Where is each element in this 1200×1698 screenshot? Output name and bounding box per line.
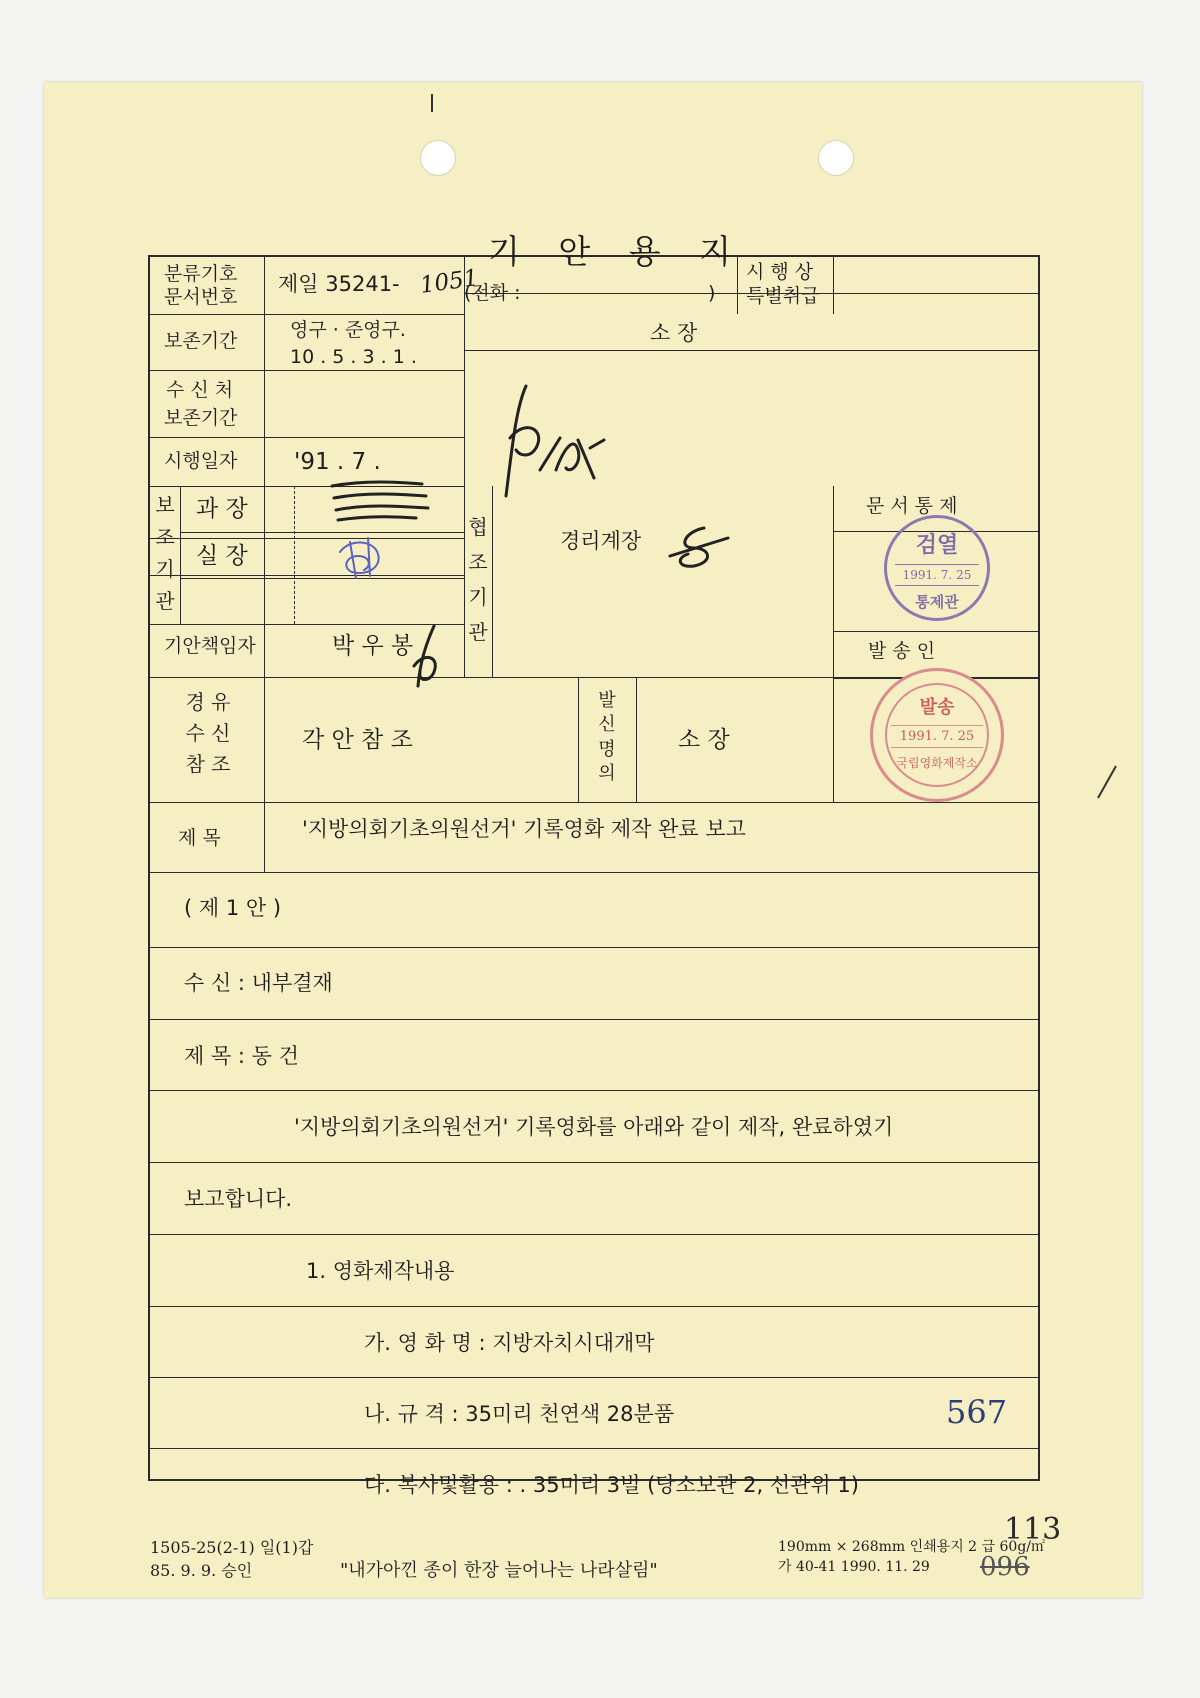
subject-value: '지방의회기초의원선거' 기록영화 제작 완료 보고 [302,817,746,841]
subject-line: 제 목 : 동 건 [184,1044,299,1068]
class-label: 분류기호 [164,263,238,285]
drafter-name: 박 우 봉 [332,633,414,659]
special-handling-label-1: 시 행 상 [746,261,814,283]
retention-value-1: 영구 · 준영구. [290,319,406,341]
enforce-date-value: '91 . 7 . [294,449,381,475]
margin-mark [1092,762,1122,802]
old-page-number: 096 [980,1552,1030,1582]
print-date: 가 40-41 1990. 11. 29 [778,1559,930,1575]
doc-control-label: 문 서 통 제 [866,495,958,517]
approval-date: 85. 9. 9. 승인 [150,1561,253,1580]
section-chief-label: 과 장 [196,496,248,522]
drafter-signature [404,622,454,692]
date-scribble [326,476,436,526]
docno-label: 문서번호 [164,286,238,308]
sender-name-label: 발 신 명 의 [598,690,616,784]
inspection-stamp: 검열 1991. 7. 25 통제관 [884,515,990,621]
form-code: 1505-25(2-1) 일(1)갑 [150,1538,314,1557]
punch-hole-left [420,140,456,176]
to-line: 수 신 : 내부결재 [184,971,333,995]
enforce-date-label: 시행일자 [164,450,238,472]
pen-mark [431,94,433,112]
retention-value-2: 10 . 5 . 3 . 1 . [290,346,417,368]
director-signature [486,378,616,508]
subject-label: 제 목 [178,827,221,849]
retention-label: 보존기간 [164,330,238,352]
office-chief-signature [330,532,390,582]
form-title: 기 안 용 지 [488,232,745,271]
page-number: 113 [1004,1512,1062,1547]
phone-label: (전화 : [464,282,521,304]
item-1: 1. 영화제작내용 [306,1259,455,1283]
recipient-retention-label-1: 수 신 처 [166,379,234,401]
draft-number: ( 제 1 안 ) [184,896,282,920]
via-value: 각 안 참 조 [302,727,413,753]
slogan: "내가아낀 종이 한장 늘어나는 나라살림" [340,1560,658,1581]
coop-label: 협 조 기 관 [468,515,488,644]
paper-spec: 190mm × 268mm 인쇄용지 2 급 60g/㎡ [778,1539,1045,1555]
drafter-label: 기안책임자 [164,635,256,657]
recipient-retention-label-2: 보존기간 [164,407,238,429]
coop-value: 경리계장 [560,529,642,553]
chief-label: 소 장 [650,321,698,345]
item-b: 나. 규 격 : 35미리 천연색 28분품 [364,1402,675,1426]
sender-label: 발 송 인 [868,640,936,662]
sender-name: 소 장 [678,727,730,753]
punch-hole-right [818,140,854,176]
phone-close: ) [708,282,716,304]
office-chief-label: 실 장 [196,543,248,569]
assist-label: 보 조 기 관 [155,493,175,613]
doc-number: 제일 35241- [278,272,400,296]
item-c: 다. 복사및활용 : . 35미리 3벌 (당소보관 2, 선관위 1) [364,1473,859,1497]
via-labels: 경 유 수 신 참 조 [185,690,231,776]
page-stamp-number: 567 [946,1393,1008,1431]
dispatch-stamp: 발송 1991. 7. 25 국립영화제작소 [870,668,1004,802]
paragraph-2: 보고합니다. [184,1187,293,1211]
doc-number-handwritten: 1051 [418,265,481,299]
paragraph-1: '지방의회기초의원선거' 기록영화를 아래와 같이 제작, 완료하였기 [294,1115,894,1139]
accounting-signature [664,522,734,572]
special-handling-label-2: 특별취급 [746,285,820,307]
item-a: 가. 영 화 명 : 지방자치시대개막 [364,1331,655,1355]
